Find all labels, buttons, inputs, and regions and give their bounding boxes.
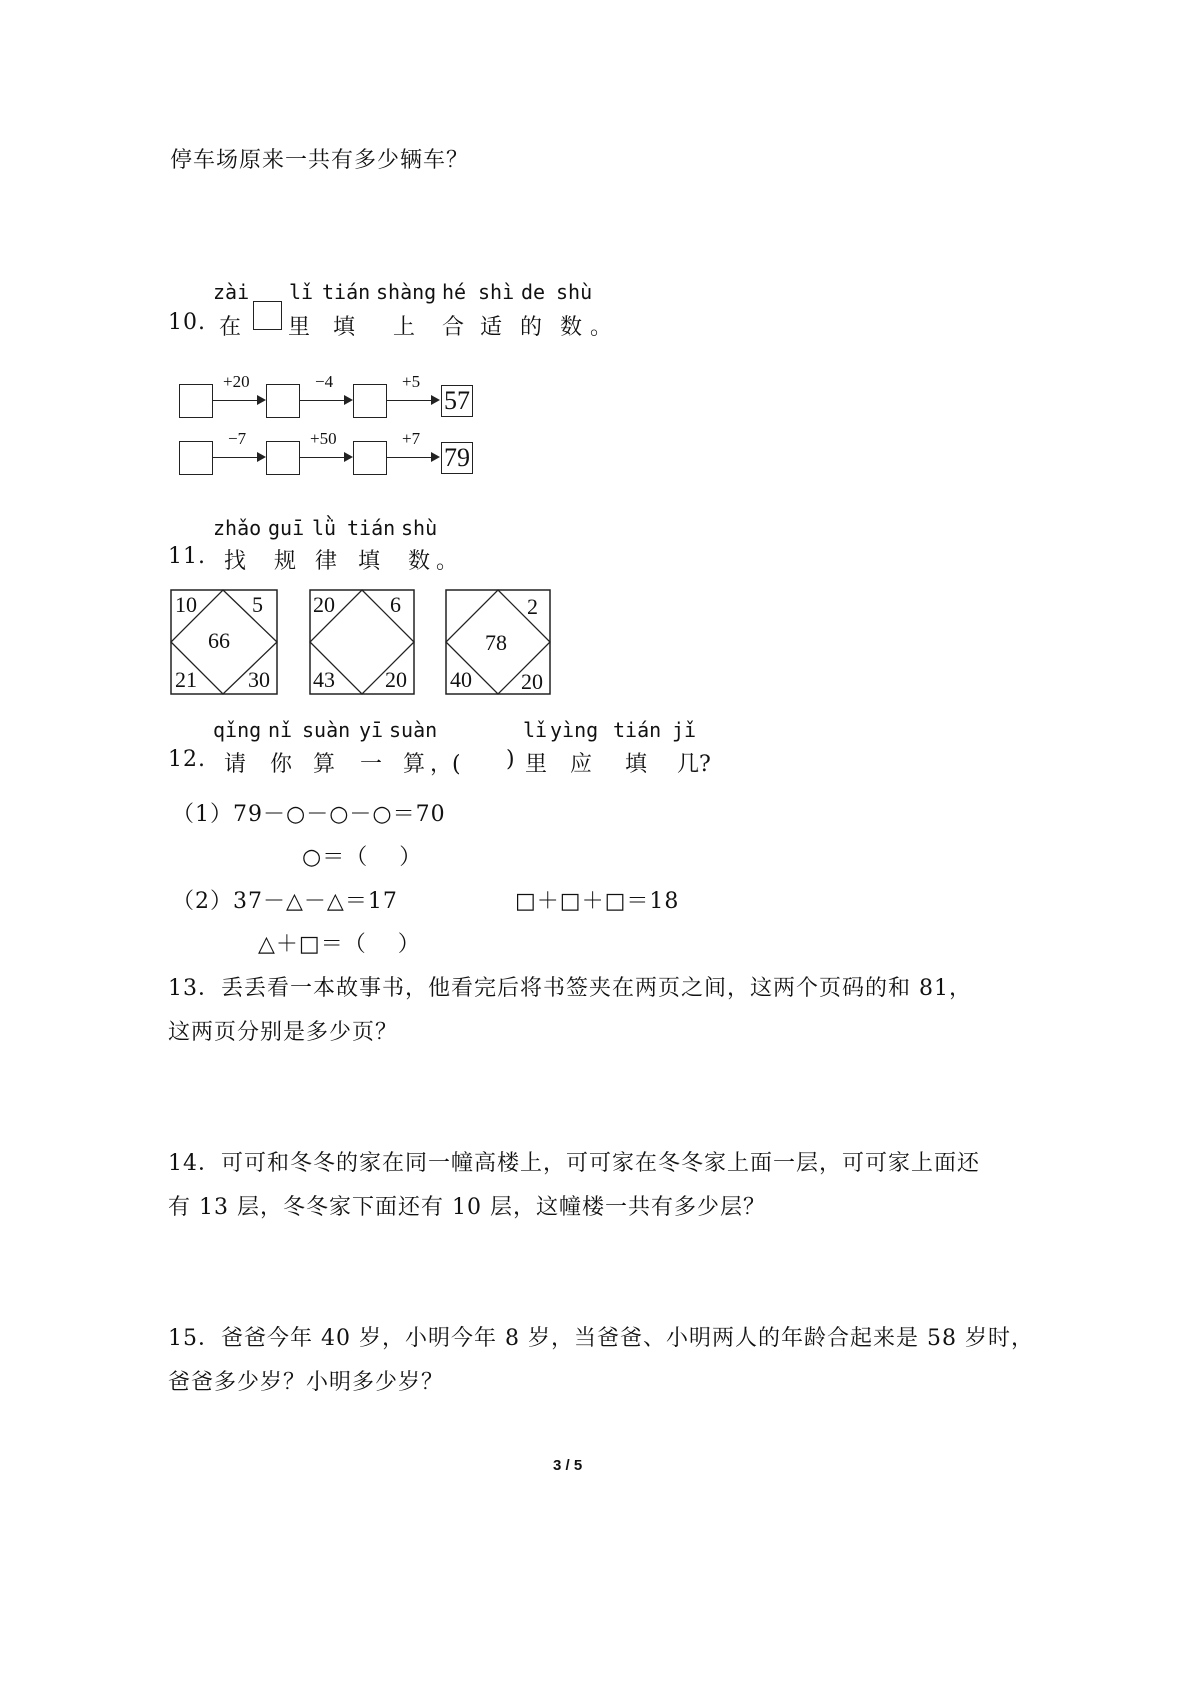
q10-pinyin-shu: shù [556,280,593,304]
operator-label: +7 [402,429,421,448]
q11-pinyin: guī [268,516,305,540]
q11-pinyin: tián [347,516,396,540]
q14-line-2: 有 13 层，冬冬家下面还有 10 层，这幢楼一共有多少层？ [168,1195,766,1220]
q12-pinyin: nǐ [268,718,293,742]
q10-pinyin-li: lǐ [289,280,314,304]
center-number: 78 [485,630,507,655]
q11-char: 填 [358,549,381,574]
operator-label: −4 [315,372,334,391]
arrow-icon [212,400,264,401]
arrow-icon [386,400,438,401]
q10-pinyin-shi: shì [478,280,515,304]
q11-pinyin: shù [401,516,438,540]
q12-pinyin: suàn [389,718,438,742]
q10-pinyin-he: hé [442,280,467,304]
q11-char: 规 [274,549,297,574]
q12-char: 你 [270,752,293,777]
arrow-icon [299,457,351,458]
corner-bottom-right: 20 [521,669,543,694]
answer-box[interactable] [266,384,300,418]
corner-top-right: 2 [527,594,538,619]
result-box: 79 [441,442,473,474]
operator-label: +5 [402,372,421,391]
corner-top-right: 5 [252,592,263,617]
q12-number: 12. [168,747,206,772]
corner-bottom-left: 40 [450,667,472,692]
q10-number: 10. [168,310,206,335]
q11-pinyin: zhǎo [213,516,262,540]
q12-pinyin: lǐ [523,718,548,742]
q12-pinyin: yī [359,718,384,742]
q12-part2-equation: （2）37－△－△＝17 [172,889,398,914]
corner-answer-blank[interactable] [452,595,476,619]
operator-label: −7 [228,429,247,448]
q11-char: 数 [408,549,431,574]
q10-char: 的 [520,315,543,340]
q15-line-1: 15．爸爸今年 40 岁，小明今年 8 岁，当爸爸、小明两人的年龄合起来是 58 岁时， [168,1326,1034,1351]
q14-line-1: 14．可可和冬冬的家在同一幢高楼上，可可家在冬冬家上面一层，可可家上面还 [168,1151,980,1176]
corner-bottom-right: 30 [248,667,270,692]
q12-char: 算 [313,752,336,777]
q12-char: 算 [403,752,426,777]
corner-top-left: 20 [313,592,335,617]
q12-part2-side-equation: □＋□＋□＝18 [515,889,680,914]
q10-pinyin-shang: shàng [376,280,437,304]
q11-char: 。 [436,549,459,574]
q12-pinyin: tián [613,718,662,742]
q10-char: 。 [590,315,613,340]
q10-char: 上 [393,315,416,340]
answer-box[interactable] [353,384,387,418]
arrow-icon [212,457,264,458]
answer-box[interactable] [179,384,213,418]
q11-char: 找 [224,549,247,574]
q12-part1-equation: （1）79－○－○－○＝70 [172,802,446,827]
result-box: 57 [441,385,473,417]
arrow-icon [299,400,351,401]
q12-pinyin: yìng [550,718,599,742]
q11-pinyin: lǜ [312,516,337,540]
q10-char: 里 [288,315,311,340]
q12-char: 一 [360,752,383,777]
q10-pinyin-tian: tián [322,280,371,304]
q10-pinyin-zai: zài [213,280,250,304]
q12-part2-answer[interactable]: △＋□＝（ ） [258,932,421,957]
q12-pinyin: qǐng [213,718,262,742]
q10-char: 数 [560,315,583,340]
corner-bottom-left: 21 [175,667,197,692]
center-answer-blank[interactable] [340,625,380,657]
q10-char: 在 [219,315,242,340]
page-number: 3 / 5 [553,1457,583,1474]
corner-top-left: 10 [175,592,197,617]
q10-pinyin-de: de [521,280,546,304]
answer-box[interactable] [266,441,300,475]
answer-box[interactable] [353,441,387,475]
corner-bottom-left: 43 [313,667,335,692]
q15-line-2: 爸爸多少岁？小明多少岁？ [168,1370,445,1395]
operator-label: +20 [223,372,250,391]
q11-number: 11. [168,544,206,569]
operator-label: +50 [310,429,337,448]
corner-bottom-right: 20 [385,667,407,692]
corner-top-right: 6 [390,592,401,617]
q12-char: 填 [625,752,648,777]
q10-sample-square [253,301,282,330]
arrow-icon [386,457,438,458]
q12-char: 里 [525,752,548,777]
q12-pinyin: suàn [302,718,351,742]
q10-char: 填 [333,315,356,340]
center-number: 66 [208,628,230,653]
q12-char: 几? [677,752,711,777]
q12-pinyin: jǐ [672,718,697,742]
q12-part1-answer[interactable]: ○＝（ ） [302,845,423,870]
q10-char: 适 [480,315,503,340]
q12-paren-open: ，( [430,752,461,777]
q9-question-tail: 停车场原来一共有多少辆车？ [170,148,470,173]
q13-line-2: 这两页分别是多少页？ [168,1020,399,1045]
q12-paren-close: ) [506,747,515,772]
q12-char: 应 [570,752,593,777]
q12-char: 请 [224,752,247,777]
answer-box[interactable] [179,441,213,475]
q11-char: 律 [315,549,338,574]
q10-char: 合 [442,315,465,340]
q13-line-1: 13．丢丢看一本故事书，他看完后将书签夹在两页之间，这两个页码的和 81， [168,976,972,1001]
